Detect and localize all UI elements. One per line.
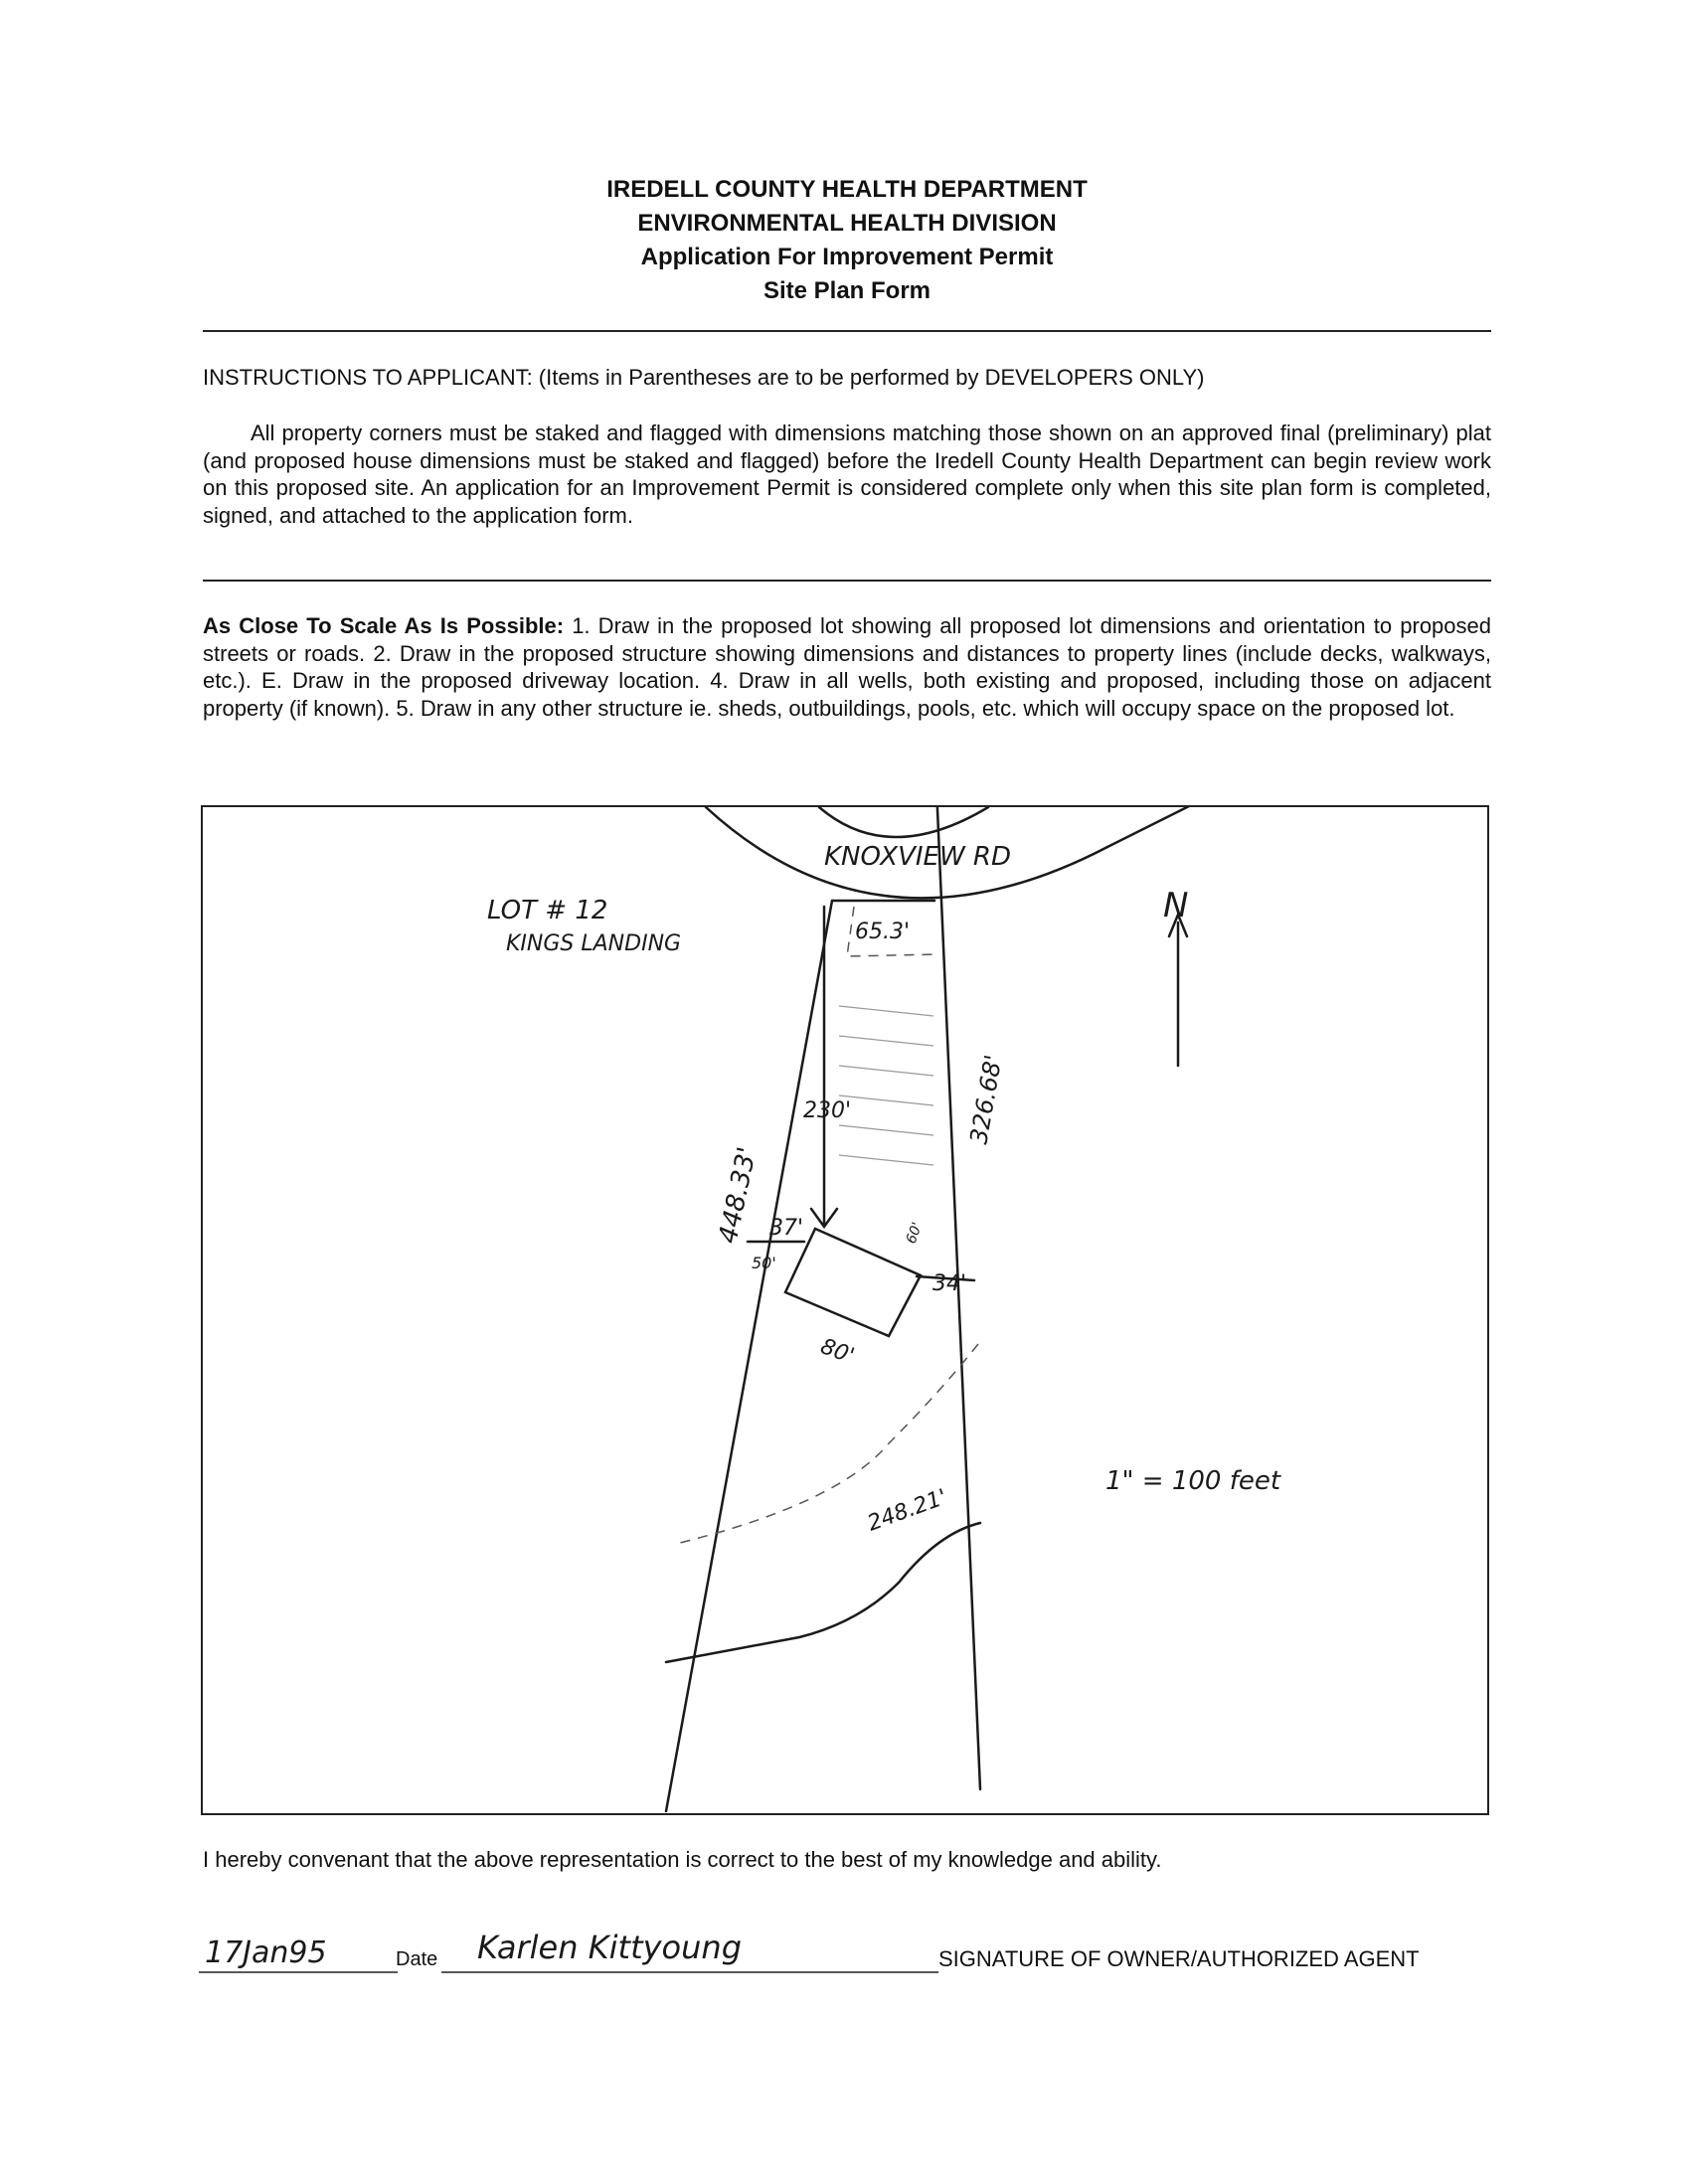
- scale-instructions: [203, 612, 1491, 722]
- date-label: Date: [396, 1948, 438, 1970]
- form-header: [0, 173, 1694, 308]
- signature-label: SIGNATURE OF OWNER/AUTHORIZED AGENT: [938, 1946, 1420, 1971]
- dimension-rear-line: 248.21': [864, 1484, 951, 1537]
- dimension-house-depth: 60': [903, 1220, 927, 1247]
- north-arrow: [1169, 915, 1187, 1066]
- dimension-right-line: 326.68': [964, 1052, 1008, 1147]
- instructions-heading: INSTRUCTIONS TO APPLICANT: (Items in Parentheses are to be performed by DEVELOPERS ONLY): [203, 365, 1205, 390]
- road-name: KNOXVIEW RD: [824, 842, 1012, 872]
- field-line-5: [839, 1125, 933, 1135]
- setback-arrow: [811, 907, 837, 1227]
- scale-instructions-text: 1. Draw in the proposed lot showing all proposed lot dimensions and orientation to proposed streets or roads. 2. Draw in the proposed structure showing dimensions and distances to property lines (include decks, walkways, etc.). E. Draw in the proposed driveway location. 4. Draw in all wells, both existing and proposed, including those on adjacent property (if known). 5. Draw in any other structure ie. sheds, outbuildings, pools, etc. which will occupy space on the proposed lot.: [203, 613, 1492, 721]
- application-title: Application For Improvement Permit: [640, 244, 1054, 270]
- certification-statement: I hereby convenant that the above representation is correct to the best of my knowledge and ability.: [203, 1847, 1162, 1872]
- lot-number: LOT # 12: [487, 896, 608, 925]
- scale-instructions-lead: As Close To Scale As Is Possible:: [203, 613, 565, 638]
- house-footprint: [785, 1229, 921, 1336]
- field-line-4: [839, 1095, 933, 1105]
- instructions-body: All property corners must be staked and flagged with dimensions matching those shown on an approved final (preliminary) plat (and proposed house dimensions must be staked and flagged) before the Iredell County Health Department can begin review work on this proposed site. An application for an Improvement Permit is considered complete only when this site plan form is completed, signed, and attached to the application form.: [203, 420, 1491, 528]
- site-plan-box: [201, 805, 1489, 1815]
- department-title: IREDELL COUNTY HEALTH DEPARTMENT: [606, 176, 1088, 203]
- signature-area: [199, 1913, 1491, 1992]
- scale-note: 1" = 100 feet: [1105, 1466, 1281, 1496]
- date-value: 17Jan95: [205, 1935, 327, 1970]
- dimension-front: 65.3': [855, 920, 911, 944]
- dimension-house-side: 50': [752, 1254, 776, 1272]
- field-line-1: [839, 1006, 933, 1016]
- dimension-house-width: 80': [816, 1334, 858, 1370]
- division-title: ENVIRONMENTAL HEALTH DIVISION: [637, 210, 1057, 237]
- field-line-6: [839, 1155, 933, 1165]
- site-plan-drawing: [203, 807, 1491, 1817]
- dimension-house-right: 34': [932, 1271, 967, 1296]
- instructions-divider: [203, 580, 1491, 582]
- field-line-3: [839, 1066, 933, 1076]
- lot-line-left: [666, 901, 832, 1811]
- lot-line-rear: [666, 1523, 980, 1662]
- north-label: N: [1163, 886, 1189, 925]
- form-title: Site Plan Form: [762, 277, 932, 304]
- cul-de-sac-inner: [819, 807, 988, 837]
- field-line-2: [839, 1036, 933, 1046]
- dimension-left-line: 448.33': [713, 1144, 763, 1247]
- dimension-house-left: 37': [769, 1216, 804, 1241]
- dimension-setback: 230': [803, 1098, 852, 1123]
- header-divider: [203, 330, 1491, 332]
- handwritten-signature: Karlen Kittyoung: [477, 1929, 742, 1966]
- subdivision-name: KINGS LANDING: [506, 931, 682, 956]
- lot-line-right: [934, 807, 980, 1789]
- road-right-edge: [1107, 807, 1197, 847]
